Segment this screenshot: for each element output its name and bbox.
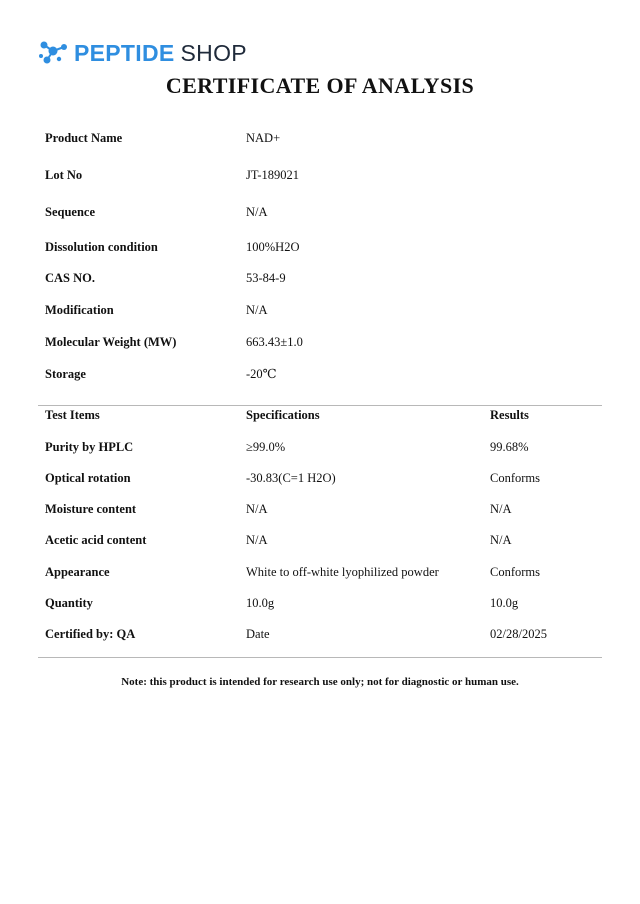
test-spec-date-label: Date (246, 627, 270, 641)
brand-logo (38, 38, 247, 68)
test-spec-appearance: White to off-white lyophilized powder (246, 565, 439, 579)
test-item-purity: Purity by HPLC (45, 440, 134, 454)
label-storage: Storage (45, 367, 86, 381)
test-result-optical-rotation: Conforms (490, 471, 540, 485)
label-lot-no: Lot No (45, 168, 83, 182)
value-molecular-weight: 663.43±1.0 (246, 335, 303, 349)
test-spec-quantity: 10.0g (246, 596, 275, 610)
test-result-appearance: Conforms (490, 565, 540, 579)
test-result-date: 02/28/2025 (490, 627, 547, 641)
test-item-moisture: Moisture content (45, 502, 137, 516)
brand-name-bold: PEPTIDE (74, 39, 175, 66)
value-lot-no: JT-189021 (246, 168, 300, 182)
value-product-name: NAD+ (246, 131, 281, 145)
test-result-purity: 99.68% (490, 440, 529, 454)
molecule-icon (38, 38, 70, 68)
test-result-moisture: N/A (490, 502, 512, 516)
test-item-acetic-acid: Acetic acid content (45, 533, 147, 547)
label-modification: Modification (45, 303, 114, 317)
value-modification: N/A (246, 303, 268, 317)
research-use-note: Note: this product is intended for research use only; not for diagnostic or human use. (121, 676, 519, 688)
header-specifications: Specifications (246, 408, 320, 422)
value-storage: -20℃ (246, 367, 277, 381)
test-spec-optical-rotation: -30.83(C=1 H2O) (246, 471, 336, 485)
value-cas-no: 53-84-9 (246, 271, 286, 285)
test-spec-acetic-acid: N/A (246, 533, 268, 547)
label-sequence: Sequence (45, 205, 95, 219)
label-product-name: Product Name (45, 131, 123, 145)
document-title: CERTIFICATE OF ANALYSIS (165, 73, 475, 98)
label-molecular-weight: Molecular Weight (MW) (45, 335, 177, 349)
divider-bottom (38, 657, 602, 658)
header-results: Results (490, 408, 529, 422)
header-test-items: Test Items (45, 408, 100, 422)
value-sequence: N/A (246, 205, 268, 219)
label-dissolution: Dissolution condition (45, 240, 158, 254)
brand-name-light: SHOP (180, 39, 247, 66)
value-dissolution: 100%H2O (246, 240, 300, 254)
label-cas-no: CAS NO. (45, 271, 96, 285)
test-result-acetic-acid: N/A (490, 533, 512, 547)
test-item-quantity: Quantity (45, 596, 93, 610)
test-item-appearance: Appearance (45, 565, 110, 579)
divider-top (38, 405, 602, 406)
test-item-optical-rotation: Optical rotation (45, 471, 131, 485)
test-result-quantity: 10.0g (490, 596, 519, 610)
test-spec-moisture: N/A (246, 502, 268, 516)
brand-name (74, 39, 247, 66)
test-item-certified-by: Certified by: QA (45, 627, 136, 641)
test-spec-purity: ≥99.0% (246, 440, 286, 454)
